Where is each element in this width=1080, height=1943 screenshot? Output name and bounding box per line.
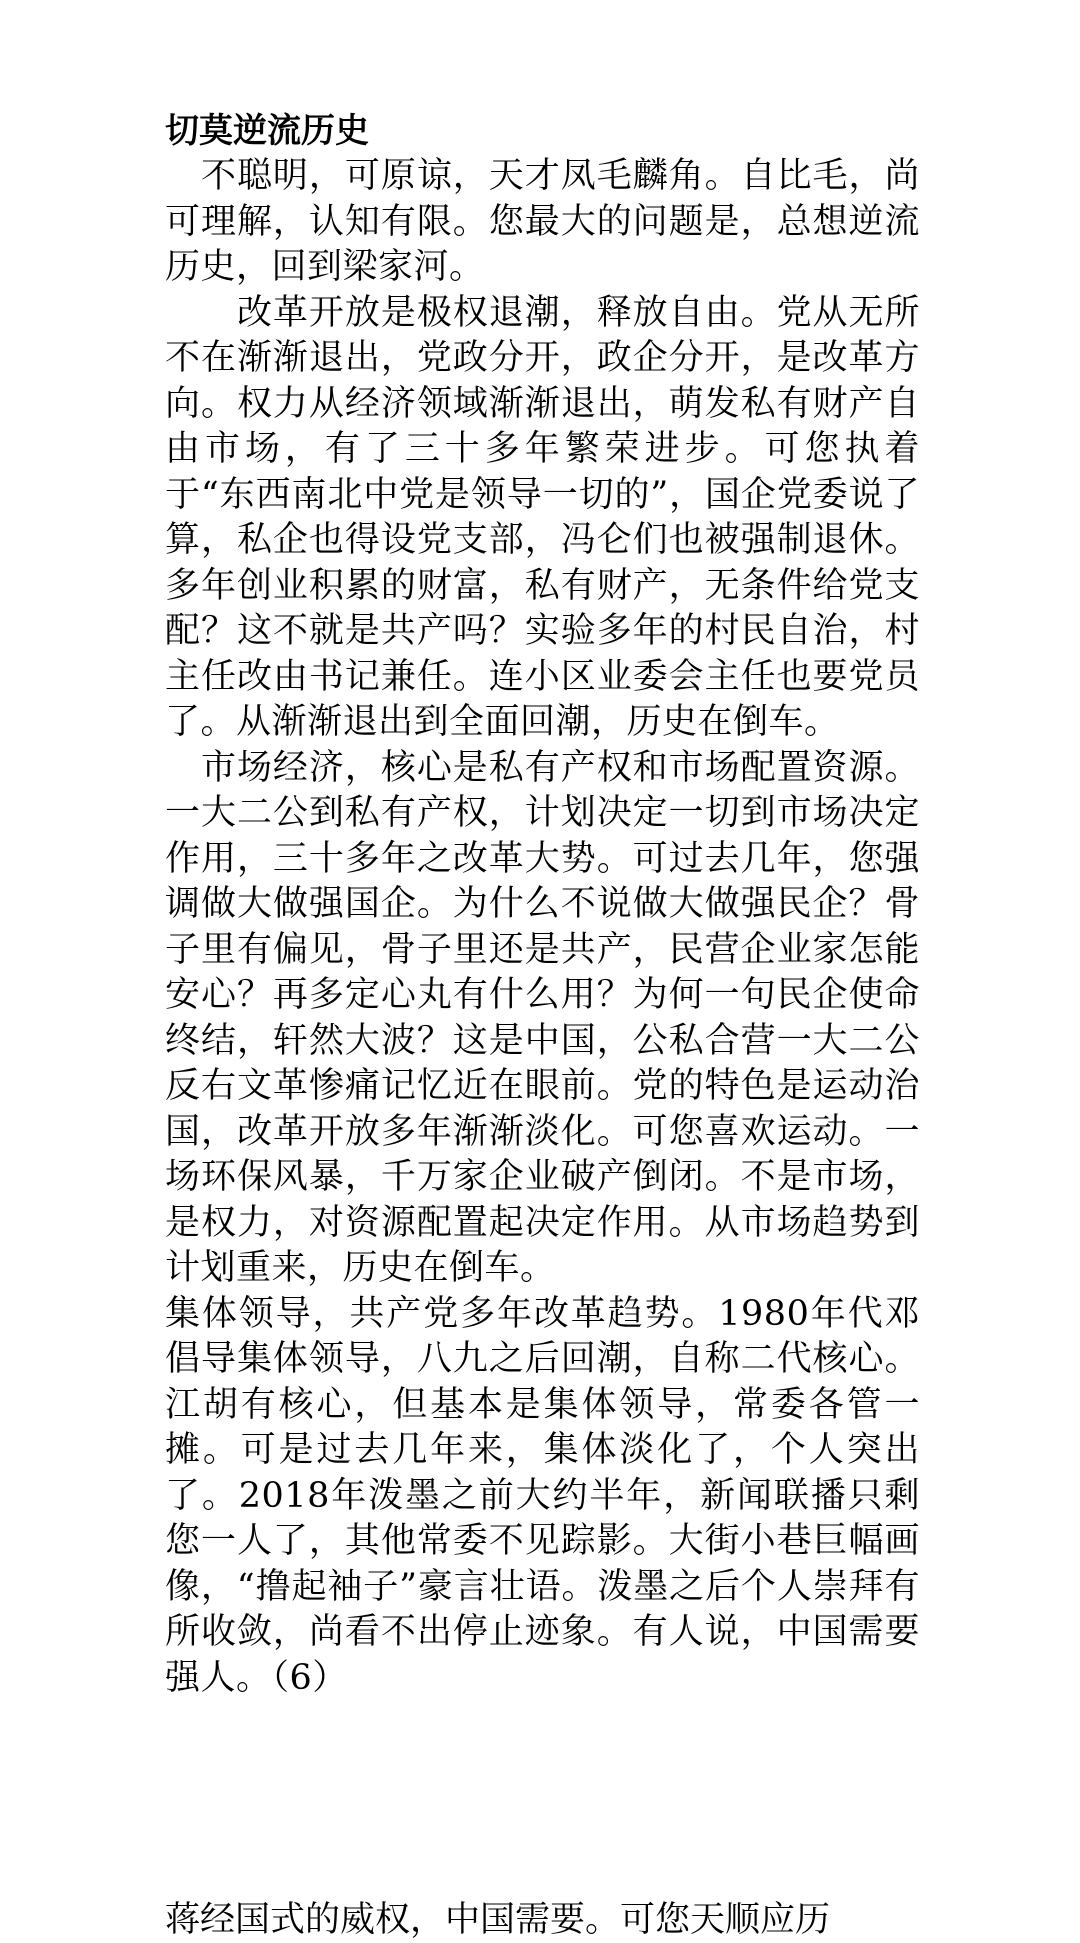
document-page	[165, 108, 920, 1701]
article-paragraph-3: 市场经济，核心是私有产权和市场配置资源。一大二公到私有产权，计划决定一切到市场决定作用，三十多年之改革大势。可过去几年，您强调做大做强国企。为什么不说做大做强民企？骨子里有偏见，骨子里还是共产，民营企业家怎能安心？再多定心丸有什么用？为何一句民企使命终结，轩然大波？这是中国，公私合营一大二公反右文革惨痛记忆近在眼前。党的特色是运动治国，改革开放多年渐渐淡化。可您喜欢运动。一场环保风暴，千万家企业破产倒闭。不是市场，是权力，对资源配置起决定作用。从市场趋势到计划重来，历史在倒车。	[165, 747, 920, 1288]
article-paragraph-2: 改革开放是极权退潮，释放自由。党从无所不在渐渐退出，党政分开，政企分开，是改革方向。权力从经济领域渐渐退出，萌发私有财产自由市场，有了三十多年繁荣进步。可您执着于“东西南北中党是领导一切的”，国企党委说了算，私企也得设党支部，冯仑们也被强制退休。多年创业积累的财富，私有财产，无条件给党支配？这不就是共产吗？实验多年的村民自治，村主任改由书记兼任。连小区业委会主任也要党员了。从渐渐退出到全面回潮，历史在倒车。	[165, 292, 920, 742]
article-title: 切莫逆流历史	[165, 111, 369, 151]
next-page-partial-line: 蒋经国式的威权，中国需要。可您天顺应历	[165, 1900, 831, 1940]
article-paragraph-1: 不聪明，可原谅，天才凤毛麟角。自比毛，尚可理解，认知有限。您最大的问题是，总想逆流历史，回到梁家河。	[165, 156, 920, 287]
article-paragraph-4: 集体领导，共产党多年改革趋势。1980年代邓倡导集体领导，八九之后回潮，自称二代核心。江胡有核心，但基本是集体领导，常委各管一摊。可是过去几年来，集体淡化了，个人突出了。2018年泼墨之前大约半年，新闻联播只剩您一人了，其他常委不见踪影。大街小巷巨幅画像，“撸起袖子”豪言壮语。泼墨之后个人崇拜有所收敛，尚看不出停止迹象。有人说，中国需要强人。（6）	[165, 1293, 920, 1698]
